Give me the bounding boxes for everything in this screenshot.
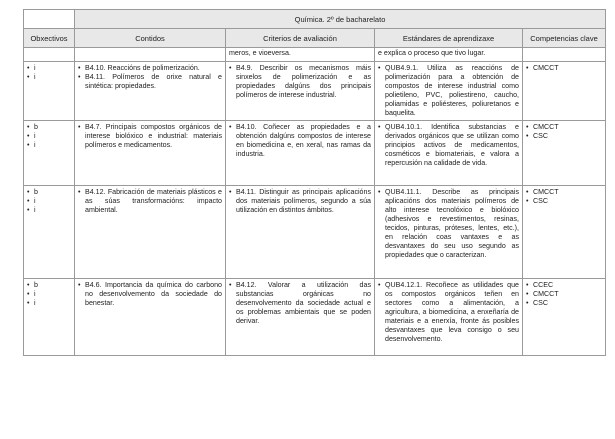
criteria-cell bbox=[226, 121, 375, 186]
objective-item: • i bbox=[27, 290, 71, 299]
competence-item: • CSC bbox=[526, 132, 602, 141]
objective-item: • b bbox=[27, 188, 71, 197]
content-item: • B4.12. Fabricación de materiais plásticos e as súas transformacións: impacto ambiental. bbox=[78, 188, 222, 215]
competence-item: • CSC bbox=[526, 299, 602, 308]
contents-cell bbox=[75, 279, 226, 356]
contents-cell bbox=[75, 48, 226, 62]
criteria-cell bbox=[226, 279, 375, 356]
criteria-cell: meros, e vioeversa. bbox=[226, 48, 375, 62]
objective-item: • i bbox=[27, 197, 71, 206]
competences-cell bbox=[523, 279, 606, 356]
contents-cell bbox=[75, 186, 226, 279]
standard-item: • QUB4.9.1. Utiliza as reaccións de polimerización para a obtención de compostos de interese industrial como polietileno, PVC, poliestireno, caucho, poliamidas e poliésteres, poliuretanos e baquelita. bbox=[378, 64, 519, 118]
header-objectives: Obxectivos bbox=[24, 29, 75, 48]
objectives-cell bbox=[24, 48, 75, 62]
objective-item: • i bbox=[27, 206, 71, 215]
objectives-cell bbox=[24, 186, 75, 279]
standards-cell bbox=[375, 121, 523, 186]
competence-item: • CSC bbox=[526, 197, 602, 206]
criteria-cell bbox=[226, 62, 375, 121]
table-title: Química. 2º de bacharelato bbox=[75, 10, 606, 29]
standard-item: • QUB4.11.1. Describe as principais aplicacións dos materiais polímeros de alto interese tecnolóxico e biolóxico (adhesivos e revestimentos, resinas, tecidos, pinturas, próteses, lentes, etc.), en relación coas vantaxes e as desvantaxes do seu uso segundo as propiedades que o caracterizan. bbox=[378, 188, 519, 260]
table-title-row bbox=[24, 10, 606, 29]
objective-item: • i bbox=[27, 73, 71, 82]
standards-cell: e explica o proceso que tivo lugar. bbox=[375, 48, 523, 62]
objectives-cell bbox=[24, 279, 75, 356]
competence-item: • CMCCT bbox=[526, 64, 602, 73]
objective-item: • b bbox=[27, 281, 71, 290]
header-standards: Estándares de aprendizaxe bbox=[375, 29, 523, 48]
table-row bbox=[24, 186, 606, 279]
standards-cell bbox=[375, 279, 523, 356]
objective-item: • i bbox=[27, 132, 71, 141]
competences-cell bbox=[523, 186, 606, 279]
standards-cell bbox=[375, 62, 523, 121]
table-row bbox=[24, 121, 606, 186]
objective-item: • b bbox=[27, 123, 71, 132]
criteria-item: • B4.10. Coñecer as propiedades e a obtención dalgúns compostos de interese en biomedicina e, en xeral, nas ramas da industria. bbox=[229, 123, 371, 159]
competence-item: • CMCCT bbox=[526, 188, 602, 197]
header-contents: Contidos bbox=[75, 29, 226, 48]
header-competences: Competencias clave bbox=[523, 29, 606, 48]
objective-item: • i bbox=[27, 64, 71, 73]
contents-cell bbox=[75, 62, 226, 121]
competences-cell bbox=[523, 121, 606, 186]
competence-item: • CCEC bbox=[526, 281, 602, 290]
objective-item: • i bbox=[27, 141, 71, 150]
contents-cell bbox=[75, 121, 226, 186]
table-row bbox=[24, 279, 606, 356]
content-item: • B4.6. Importancia da química do carbono no desenvolvemento da sociedade do benestar. bbox=[78, 281, 222, 308]
objective-item: • i bbox=[27, 299, 71, 308]
table-row-continuation bbox=[24, 48, 606, 62]
table-row bbox=[24, 62, 606, 121]
objectives-cell bbox=[24, 62, 75, 121]
content-item: • B4.10. Reaccións de polimerización. bbox=[78, 64, 222, 73]
content-item: • B4.11. Polímeros de orixe natural e sintética: propiedades. bbox=[78, 73, 222, 91]
criteria-item: • B4.9. Describir os mecanismos máis sinxelos de polimerización e as propiedades dalgúns dos principais polímeros de interese industrial. bbox=[229, 64, 371, 100]
competence-item: • CMCCT bbox=[526, 290, 602, 299]
competences-cell bbox=[523, 48, 606, 62]
competence-item: • CMCCT bbox=[526, 123, 602, 132]
criteria-cell bbox=[226, 186, 375, 279]
empty-corner-cell bbox=[24, 10, 75, 29]
criteria-item: • B4.11. Distinguir as principais aplicacións dos materiais polímeros, segundo a súa utilización en distintos ámbitos. bbox=[229, 188, 371, 215]
curriculum-table bbox=[23, 9, 606, 356]
standard-item: • QUB4.10.1. Identifica substancias e derivados orgánicos que se utilizan como principios activos de medicamentos, cosméticos e biomateriais, e valora a repercusión na calidade de vida. bbox=[378, 123, 519, 168]
standards-cell bbox=[375, 186, 523, 279]
standard-item: • QUB4.12.1. Recoñece as utilidades que os compostos orgánicos teñen en sectores como a alimentación, a agricultura, a biomedicina, a enxeñaría de materiais e a enerxía, fronte ás posibles desvantaxes que leva consigo o seu desenvolvemento. bbox=[378, 281, 519, 344]
header-criteria: Criterios de avaliación bbox=[226, 29, 375, 48]
content-item: • B4.7. Principais compostos orgánicos de interese biolóxico e industrial: materiais polímeros e medicamentos. bbox=[78, 123, 222, 150]
competences-cell bbox=[523, 62, 606, 121]
criteria-item: • B4.12. Valorar a utilización das substancias orgánicas no desenvolvemento da sociedade actual e os problemas ambientais que se poden derivar. bbox=[229, 281, 371, 326]
objectives-cell bbox=[24, 121, 75, 186]
header-row bbox=[24, 29, 606, 48]
